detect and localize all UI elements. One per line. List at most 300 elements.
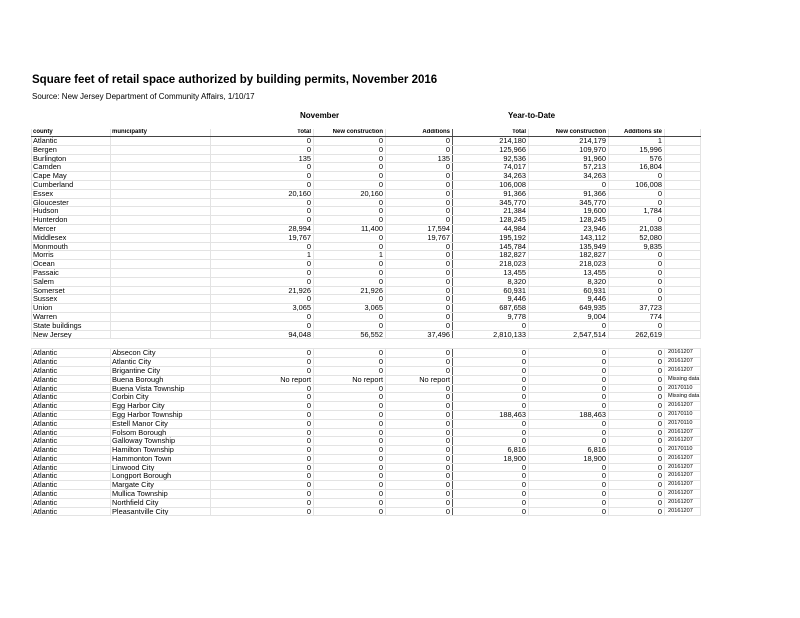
retail-space-table xyxy=(31,129,701,516)
november-total-cell: 0 xyxy=(211,295,314,304)
ytd-total-cell: 91,366 xyxy=(453,189,529,198)
county-row xyxy=(32,145,701,154)
date-cell xyxy=(665,304,701,313)
november-additions-cell: 0 xyxy=(386,507,453,516)
november-new-construction-cell: 0 xyxy=(314,393,386,402)
ytd-new-construction-cell: 2,547,514 xyxy=(529,330,609,339)
municipality-cell xyxy=(111,277,211,286)
ytd-new-construction-cell: 0 xyxy=(529,384,609,393)
date-cell xyxy=(665,198,701,207)
november-additions-cell: 19,767 xyxy=(386,233,453,242)
date-cell xyxy=(665,137,701,146)
county-row xyxy=(32,137,701,146)
municipality-row xyxy=(32,507,701,516)
ytd-total-cell: 214,180 xyxy=(453,137,529,146)
november-total-cell: 0 xyxy=(211,507,314,516)
county-cell: Morris xyxy=(32,251,111,260)
november-total-cell: 0 xyxy=(211,321,314,330)
county-row xyxy=(32,216,701,225)
date-cell xyxy=(665,172,701,181)
ytd-total-cell: 687,658 xyxy=(453,304,529,313)
date-cell: 20170110 xyxy=(665,384,701,393)
ytd-total-cell: 188,463 xyxy=(453,410,529,419)
municipality-cell xyxy=(111,321,211,330)
date-cell: 20170110 xyxy=(665,419,701,428)
ytd-total-cell: 128,245 xyxy=(453,216,529,225)
ytd-additions-cell: 0 xyxy=(609,375,665,384)
november-additions-cell: 0 xyxy=(386,481,453,490)
county-cell: Atlantic xyxy=(32,393,111,402)
november-new-construction-cell: 0 xyxy=(314,472,386,481)
ytd-additions-cell: 0 xyxy=(609,481,665,490)
november-new-construction-cell: 0 xyxy=(314,490,386,499)
november-total-cell: 0 xyxy=(211,481,314,490)
november-additions-cell: 0 xyxy=(386,321,453,330)
ytd-new-construction-cell: 6,816 xyxy=(529,446,609,455)
date-cell: 20161207 xyxy=(665,358,701,367)
municipality-row xyxy=(32,446,701,455)
ytd-total-cell: 60,931 xyxy=(453,286,529,295)
date-cell xyxy=(665,312,701,321)
ytd-total-cell: 44,984 xyxy=(453,224,529,233)
november-new-construction-cell: 0 xyxy=(314,402,386,411)
county-row xyxy=(32,277,701,286)
november-additions-cell: 0 xyxy=(386,419,453,428)
november-total-cell: 0 xyxy=(211,216,314,225)
ytd-new-construction-cell: 91,960 xyxy=(529,154,609,163)
county-row xyxy=(32,321,701,330)
ytd-new-construction-cell: 60,931 xyxy=(529,286,609,295)
ytd-new-construction-cell: 23,946 xyxy=(529,224,609,233)
date-cell: 20161207 xyxy=(665,472,701,481)
november-new-construction-cell: 0 xyxy=(314,145,386,154)
header-ytd-additions: Additions ste xyxy=(609,129,665,137)
municipality-cell xyxy=(111,216,211,225)
ytd-additions-cell: 0 xyxy=(609,498,665,507)
november-additions-cell: 0 xyxy=(386,295,453,304)
municipality-cell xyxy=(111,180,211,189)
november-new-construction-cell: 0 xyxy=(314,507,386,516)
county-row xyxy=(32,207,701,216)
ytd-additions-cell: 0 xyxy=(609,172,665,181)
county-row xyxy=(32,251,701,260)
header-november-total: Total xyxy=(211,129,314,137)
november-new-construction-cell: 1 xyxy=(314,251,386,260)
date-cell xyxy=(665,216,701,225)
municipality-cell: Hammonton Town xyxy=(111,454,211,463)
ytd-total-cell: 0 xyxy=(453,472,529,481)
county-row xyxy=(32,330,701,339)
municipality-row xyxy=(32,375,701,384)
spacer-cell xyxy=(211,339,314,349)
ytd-total-cell: 182,827 xyxy=(453,251,529,260)
november-total-cell: 94,048 xyxy=(211,330,314,339)
november-total-cell: 0 xyxy=(211,277,314,286)
date-cell xyxy=(665,189,701,198)
november-new-construction-cell: 0 xyxy=(314,295,386,304)
november-additions-cell: 0 xyxy=(386,393,453,402)
group-header-november: November xyxy=(300,111,340,120)
date-cell: 20161207 xyxy=(665,498,701,507)
ytd-additions-cell: 21,038 xyxy=(609,224,665,233)
november-new-construction-cell: 0 xyxy=(314,454,386,463)
november-total-cell: 0 xyxy=(211,198,314,207)
november-total-cell: 0 xyxy=(211,172,314,181)
county-cell: Hudson xyxy=(32,207,111,216)
november-additions-cell: 0 xyxy=(386,137,453,146)
municipality-row xyxy=(32,410,701,419)
date-cell xyxy=(665,295,701,304)
municipality-cell: Egg Harbor City xyxy=(111,402,211,411)
ytd-additions-cell: 52,080 xyxy=(609,233,665,242)
municipality-row xyxy=(32,393,701,402)
date-cell: 20161207 xyxy=(665,402,701,411)
ytd-new-construction-cell: 91,366 xyxy=(529,189,609,198)
november-additions-cell: 0 xyxy=(386,402,453,411)
ytd-new-construction-cell: 0 xyxy=(529,366,609,375)
november-additions-cell: 0 xyxy=(386,463,453,472)
municipality-cell xyxy=(111,154,211,163)
november-additions-cell: 0 xyxy=(386,304,453,313)
ytd-total-cell: 195,192 xyxy=(453,233,529,242)
date-cell: 20161207 xyxy=(665,490,701,499)
ytd-new-construction-cell: 8,320 xyxy=(529,277,609,286)
ytd-new-construction-cell: 182,827 xyxy=(529,251,609,260)
municipality-row xyxy=(32,472,701,481)
county-cell: State buildings xyxy=(32,321,111,330)
county-cell: Gloucester xyxy=(32,198,111,207)
municipality-cell xyxy=(111,251,211,260)
ytd-total-cell: 125,966 xyxy=(453,145,529,154)
municipality-cell xyxy=(111,304,211,313)
ytd-additions-cell: 1,784 xyxy=(609,207,665,216)
date-cell xyxy=(665,242,701,251)
november-new-construction-cell: 0 xyxy=(314,312,386,321)
ytd-additions-cell: 0 xyxy=(609,428,665,437)
november-new-construction-cell: 0 xyxy=(314,198,386,207)
november-new-construction-cell: 0 xyxy=(314,358,386,367)
november-additions-cell: 0 xyxy=(386,198,453,207)
november-total-cell: 0 xyxy=(211,419,314,428)
municipality-cell xyxy=(111,207,211,216)
ytd-additions-cell: 0 xyxy=(609,198,665,207)
ytd-additions-cell: 0 xyxy=(609,393,665,402)
ytd-new-construction-cell: 345,770 xyxy=(529,198,609,207)
ytd-new-construction-cell: 188,463 xyxy=(529,410,609,419)
november-new-construction-cell: 0 xyxy=(314,428,386,437)
municipality-cell xyxy=(111,286,211,295)
ytd-total-cell: 145,784 xyxy=(453,242,529,251)
header-ytd-new-construction: New construction xyxy=(529,129,609,137)
date-cell xyxy=(665,251,701,260)
municipality-row xyxy=(32,402,701,411)
ytd-new-construction-cell: 0 xyxy=(529,402,609,411)
november-total-cell: 0 xyxy=(211,402,314,411)
november-additions-cell: 0 xyxy=(386,286,453,295)
municipality-row xyxy=(32,481,701,490)
county-row xyxy=(32,233,701,242)
november-additions-cell: 0 xyxy=(386,163,453,172)
date-cell xyxy=(665,224,701,233)
county-cell: Mercer xyxy=(32,224,111,233)
november-total-cell: 0 xyxy=(211,180,314,189)
municipality-cell xyxy=(111,163,211,172)
november-new-construction-cell: 0 xyxy=(314,233,386,242)
date-cell xyxy=(665,277,701,286)
november-total-cell: 0 xyxy=(211,207,314,216)
municipality-cell xyxy=(111,312,211,321)
ytd-new-construction-cell: 128,245 xyxy=(529,216,609,225)
ytd-additions-cell: 15,996 xyxy=(609,145,665,154)
header-date xyxy=(665,129,701,137)
november-additions-cell: 0 xyxy=(386,498,453,507)
november-additions-cell: 0 xyxy=(386,268,453,277)
county-row xyxy=(32,163,701,172)
ytd-new-construction-cell: 109,970 xyxy=(529,145,609,154)
november-total-cell: 0 xyxy=(211,358,314,367)
county-cell: Atlantic xyxy=(32,454,111,463)
november-additions-cell: 0 xyxy=(386,277,453,286)
november-additions-cell: 0 xyxy=(386,446,453,455)
ytd-total-cell: 0 xyxy=(453,402,529,411)
november-total-cell: 0 xyxy=(211,268,314,277)
ytd-new-construction-cell: 0 xyxy=(529,507,609,516)
county-row xyxy=(32,260,701,269)
county-cell: Atlantic xyxy=(32,437,111,446)
municipality-cell xyxy=(111,242,211,251)
ytd-new-construction-cell: 0 xyxy=(529,180,609,189)
ytd-additions-cell: 0 xyxy=(609,366,665,375)
ytd-new-construction-cell: 0 xyxy=(529,498,609,507)
ytd-additions-cell: 0 xyxy=(609,295,665,304)
november-additions-cell: 0 xyxy=(386,384,453,393)
november-additions-cell: 0 xyxy=(386,242,453,251)
ytd-new-construction-cell: 9,446 xyxy=(529,295,609,304)
ytd-new-construction-cell: 13,455 xyxy=(529,268,609,277)
county-cell: Hunterdon xyxy=(32,216,111,225)
november-additions-cell: 0 xyxy=(386,251,453,260)
ytd-total-cell: 13,455 xyxy=(453,268,529,277)
ytd-additions-cell: 0 xyxy=(609,384,665,393)
county-cell: Somerset xyxy=(32,286,111,295)
november-total-cell: 135 xyxy=(211,154,314,163)
ytd-additions-cell: 0 xyxy=(609,277,665,286)
november-total-cell: 0 xyxy=(211,428,314,437)
november-total-cell: 28,994 xyxy=(211,224,314,233)
municipality-cell xyxy=(111,295,211,304)
date-cell: 20161207 xyxy=(665,481,701,490)
november-new-construction-cell: 20,160 xyxy=(314,189,386,198)
date-cell xyxy=(665,268,701,277)
ytd-new-construction-cell: 0 xyxy=(529,463,609,472)
november-total-cell: 0 xyxy=(211,454,314,463)
header-ytd-total: Total xyxy=(453,129,529,137)
november-additions-cell: 0 xyxy=(386,490,453,499)
ytd-total-cell: 9,446 xyxy=(453,295,529,304)
county-cell: Atlantic xyxy=(32,349,111,358)
municipality-cell: Linwood City xyxy=(111,463,211,472)
ytd-new-construction-cell: 0 xyxy=(529,490,609,499)
ytd-new-construction-cell: 0 xyxy=(529,321,609,330)
county-row xyxy=(32,286,701,295)
november-additions-cell: 0 xyxy=(386,312,453,321)
municipality-cell xyxy=(111,268,211,277)
date-cell: Missing data xyxy=(665,375,701,384)
november-total-cell: 0 xyxy=(211,393,314,402)
ytd-total-cell: 0 xyxy=(453,428,529,437)
november-additions-cell: 17,594 xyxy=(386,224,453,233)
county-row xyxy=(32,268,701,277)
municipality-row xyxy=(32,498,701,507)
ytd-additions-cell: 774 xyxy=(609,312,665,321)
ytd-new-construction-cell: 0 xyxy=(529,419,609,428)
date-cell: 20161207 xyxy=(665,463,701,472)
november-new-construction-cell: 0 xyxy=(314,242,386,251)
ytd-new-construction-cell: 0 xyxy=(529,472,609,481)
november-new-construction-cell: 56,552 xyxy=(314,330,386,339)
municipality-cell xyxy=(111,260,211,269)
date-cell xyxy=(665,145,701,154)
november-new-construction-cell: 0 xyxy=(314,268,386,277)
group-header-year-to-date: Year-to-Date xyxy=(508,111,556,120)
ytd-new-construction-cell: 214,179 xyxy=(529,137,609,146)
november-additions-cell: 0 xyxy=(386,260,453,269)
november-new-construction-cell: 0 xyxy=(314,410,386,419)
november-new-construction-cell: 0 xyxy=(314,154,386,163)
ytd-new-construction-cell: 0 xyxy=(529,349,609,358)
county-row xyxy=(32,154,701,163)
county-cell: Atlantic xyxy=(32,375,111,384)
november-new-construction-cell: 0 xyxy=(314,384,386,393)
county-row xyxy=(32,172,701,181)
spacer-cell xyxy=(529,339,609,349)
county-cell: Atlantic xyxy=(32,384,111,393)
municipality-row xyxy=(32,384,701,393)
november-new-construction-cell: 0 xyxy=(314,419,386,428)
november-additions-cell: 0 xyxy=(386,454,453,463)
november-additions-cell: 0 xyxy=(386,366,453,375)
ytd-additions-cell: 9,835 xyxy=(609,242,665,251)
ytd-total-cell: 0 xyxy=(453,507,529,516)
ytd-additions-cell: 0 xyxy=(609,268,665,277)
november-new-construction-cell: 0 xyxy=(314,463,386,472)
november-additions-cell: 0 xyxy=(386,180,453,189)
november-new-construction-cell: 0 xyxy=(314,498,386,507)
ytd-additions-cell: 0 xyxy=(609,446,665,455)
ytd-total-cell: 0 xyxy=(453,358,529,367)
november-total-cell: 0 xyxy=(211,463,314,472)
county-row xyxy=(32,304,701,313)
municipality-row xyxy=(32,358,701,367)
ytd-additions-cell: 106,008 xyxy=(609,180,665,189)
november-additions-cell: 0 xyxy=(386,358,453,367)
municipality-cell xyxy=(111,198,211,207)
ytd-total-cell: 0 xyxy=(453,393,529,402)
november-new-construction-cell: 21,926 xyxy=(314,286,386,295)
ytd-new-construction-cell: 0 xyxy=(529,375,609,384)
ytd-total-cell: 0 xyxy=(453,490,529,499)
november-new-construction-cell: No report xyxy=(314,375,386,384)
municipality-cell: Buena Vista Township xyxy=(111,384,211,393)
date-cell xyxy=(665,321,701,330)
municipality-cell: Pleasantville City xyxy=(111,507,211,516)
county-cell: Essex xyxy=(32,189,111,198)
municipality-cell: Northfield City xyxy=(111,498,211,507)
november-total-cell: 0 xyxy=(211,472,314,481)
header-november-additions: Additions xyxy=(386,129,453,137)
november-additions-cell: 135 xyxy=(386,154,453,163)
date-cell xyxy=(665,154,701,163)
ytd-additions-cell: 0 xyxy=(609,358,665,367)
county-cell: Atlantic xyxy=(32,481,111,490)
municipality-cell: Folsom Borough xyxy=(111,428,211,437)
municipality-cell: Egg Harbor Township xyxy=(111,410,211,419)
november-new-construction-cell: 0 xyxy=(314,172,386,181)
county-cell: Atlantic xyxy=(32,472,111,481)
november-total-cell: 0 xyxy=(211,163,314,172)
november-additions-cell: 0 xyxy=(386,172,453,181)
ytd-additions-cell: 1 xyxy=(609,137,665,146)
ytd-total-cell: 218,023 xyxy=(453,260,529,269)
ytd-additions-cell: 0 xyxy=(609,402,665,411)
ytd-additions-cell: 0 xyxy=(609,437,665,446)
ytd-new-construction-cell: 0 xyxy=(529,393,609,402)
report-title: Square feet of retail space authorized by building permits, November 2016 xyxy=(32,74,438,86)
county-row xyxy=(32,224,701,233)
ytd-new-construction-cell: 135,949 xyxy=(529,242,609,251)
november-new-construction-cell: 11,400 xyxy=(314,224,386,233)
november-total-cell: 0 xyxy=(211,384,314,393)
november-total-cell: 0 xyxy=(211,446,314,455)
ytd-new-construction-cell: 19,600 xyxy=(529,207,609,216)
november-total-cell: 20,160 xyxy=(211,189,314,198)
ytd-new-construction-cell: 0 xyxy=(529,437,609,446)
municipality-cell xyxy=(111,233,211,242)
november-total-cell: 0 xyxy=(211,366,314,375)
date-cell: Missing data xyxy=(665,393,701,402)
ytd-additions-cell: 0 xyxy=(609,216,665,225)
county-cell: Atlantic xyxy=(32,358,111,367)
municipality-cell xyxy=(111,145,211,154)
ytd-additions-cell: 0 xyxy=(609,472,665,481)
ytd-new-construction-cell: 18,900 xyxy=(529,454,609,463)
november-new-construction-cell: 0 xyxy=(314,446,386,455)
november-total-cell: 0 xyxy=(211,260,314,269)
november-additions-cell: 0 xyxy=(386,207,453,216)
date-cell: 20161207 xyxy=(665,366,701,375)
municipality-cell xyxy=(111,189,211,198)
county-cell: New Jersey xyxy=(32,330,111,339)
county-cell: Burlington xyxy=(32,154,111,163)
spacer-cell xyxy=(314,339,386,349)
november-new-construction-cell: 0 xyxy=(314,321,386,330)
ytd-total-cell: 8,320 xyxy=(453,277,529,286)
november-new-construction-cell: 0 xyxy=(314,349,386,358)
ytd-additions-cell: 0 xyxy=(609,463,665,472)
date-cell: 20161207 xyxy=(665,437,701,446)
ytd-total-cell: 0 xyxy=(453,463,529,472)
november-new-construction-cell: 0 xyxy=(314,481,386,490)
county-cell: Atlantic xyxy=(32,366,111,375)
ytd-new-construction-cell: 0 xyxy=(529,428,609,437)
date-cell xyxy=(665,233,701,242)
ytd-additions-cell: 16,804 xyxy=(609,163,665,172)
municipality-row xyxy=(32,349,701,358)
municipality-cell: Absecon City xyxy=(111,349,211,358)
county-row xyxy=(32,198,701,207)
header-county: county xyxy=(32,129,111,137)
county-cell: Atlantic xyxy=(32,402,111,411)
